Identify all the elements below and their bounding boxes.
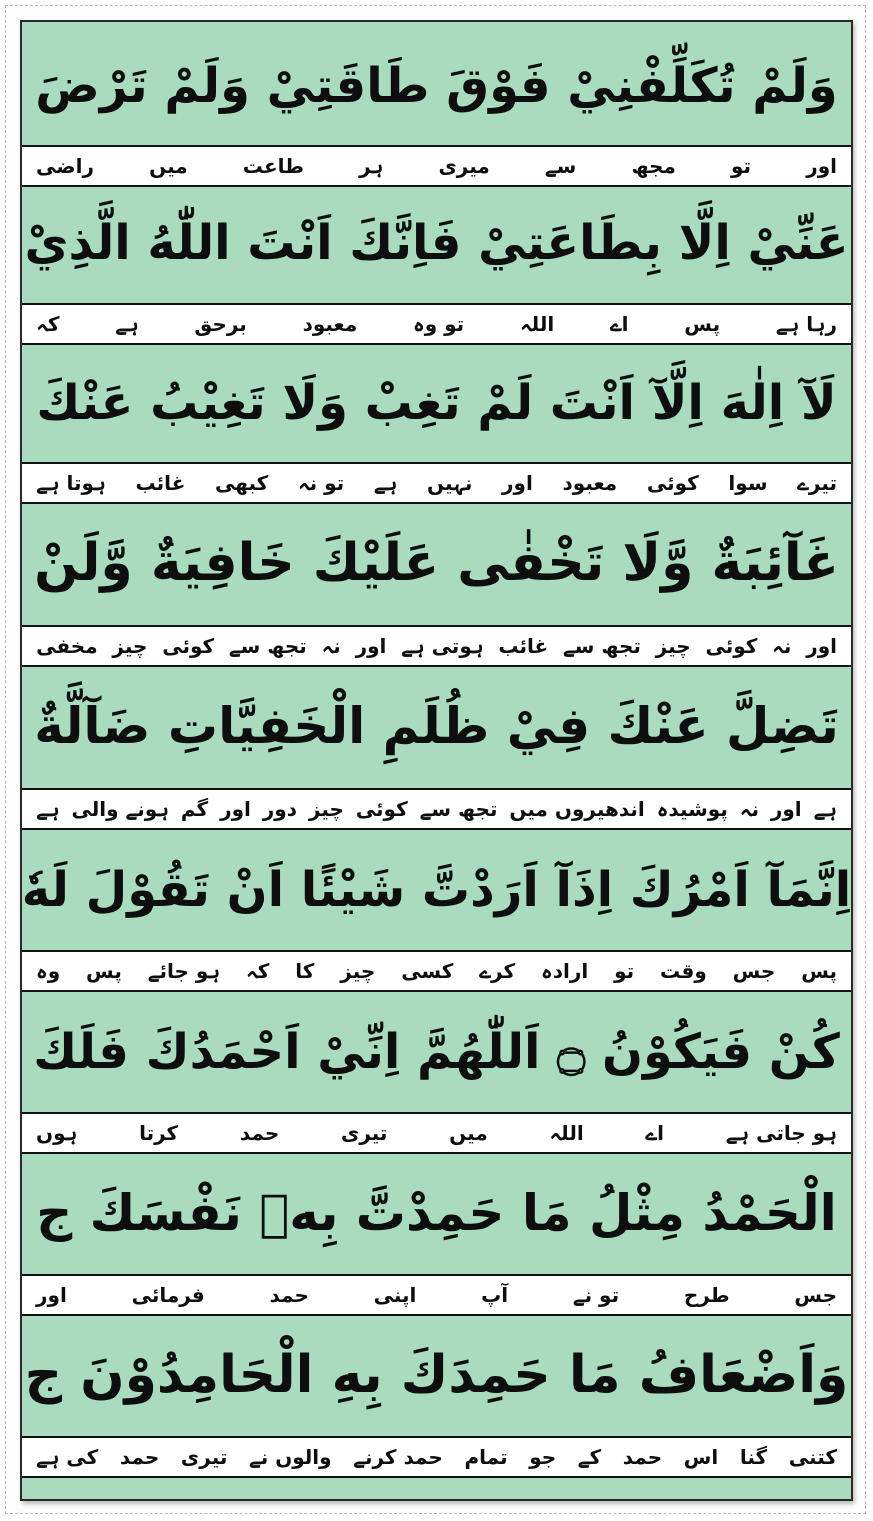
urdu-word: کسی [401, 959, 454, 983]
urdu-word: اس [683, 1445, 719, 1469]
urdu-word: والوں نے [249, 1445, 332, 1469]
urdu-word: معبود [302, 312, 358, 336]
urdu-word: پس [801, 959, 837, 983]
urdu-translation-8 [22, 1274, 851, 1316]
urdu-word: کے [577, 1445, 602, 1469]
urdu-word: رہا ہے [775, 312, 837, 336]
urdu-word: نہ [772, 634, 792, 658]
urdu-word: سوا [728, 471, 768, 495]
urdu-word: ہوں [36, 1121, 78, 1145]
urdu-word: تو نے [572, 1283, 620, 1307]
urdu-translation-4 [22, 625, 851, 667]
urdu-word: کتنی [788, 1445, 837, 1469]
urdu-word: اور [220, 797, 251, 821]
urdu-word: تو نہ [297, 471, 345, 495]
urdu-word: حمد [119, 1445, 160, 1469]
urdu-word: چیز [655, 634, 691, 658]
urdu-word: نہ [739, 797, 759, 821]
urdu-translation-1 [22, 145, 851, 187]
urdu-word: غائب [135, 471, 186, 495]
urdu-word: جس [794, 1283, 837, 1307]
urdu-word: مجھ [631, 154, 676, 178]
urdu-word: پس [684, 312, 721, 336]
arabic-line-3: لَآ اِلٰهَ اِلَّآ اَنْتَ لَمْ تَغِبْ وَلَا تَغِيْبُ عَنْكَ [36, 374, 837, 431]
urdu-word: اللہ [549, 1121, 584, 1145]
urdu-word: ہے [36, 797, 60, 821]
urdu-word: اے [645, 1121, 664, 1145]
urdu-word: میں [449, 1121, 488, 1145]
urdu-word: اے [609, 312, 629, 336]
urdu-word: کوئی [646, 471, 699, 495]
urdu-word: ہر [359, 154, 384, 178]
arabic-line-8: الْحَمْدُ مِثْلُ مَا حَمِدْتَّ بِهٖ نَفْسَكَ ج [36, 1184, 837, 1242]
urdu-word: وہ [36, 959, 61, 983]
urdu-word: کوئی [705, 634, 758, 658]
urdu-word: تجھ سے [228, 634, 307, 658]
urdu-word: اور [770, 797, 802, 821]
urdu-word: نہ [321, 634, 341, 658]
urdu-word: ہو جائے [147, 959, 221, 983]
urdu-word: طاعت [242, 154, 304, 178]
urdu-word: اپنی [373, 1283, 417, 1307]
urdu-word: فرمائی [131, 1283, 205, 1307]
urdu-word: اور [36, 1283, 67, 1307]
urdu-word: تمام [464, 1445, 508, 1469]
urdu-translation-6 [22, 950, 851, 992]
urdu-word: اور [806, 154, 837, 178]
urdu-translation-7 [22, 1112, 851, 1154]
urdu-word: ہوتا ہے [36, 471, 106, 495]
urdu-word: تجھ سے [419, 797, 498, 821]
urdu-word: چیز [308, 797, 344, 821]
urdu-word: حمد [622, 1445, 663, 1469]
arabic-line-5: تَضِلَّ عَنْكَ فِيْ ظُلَمِ الْخَفِيَّاتِ ضَآلَّةٌ [34, 697, 839, 755]
urdu-word: تجھ سے [563, 634, 641, 658]
prayer-page [20, 20, 853, 1501]
urdu-word: وقت [660, 959, 707, 983]
urdu-word: کرتا [139, 1121, 179, 1145]
urdu-word: اور [502, 471, 533, 495]
urdu-word: نہیں [426, 471, 473, 495]
urdu-translation-2 [22, 303, 851, 345]
urdu-word: تو [730, 154, 752, 178]
arabic-line-4: غَآئِبَةٌ وَّلَا تَخْفٰى عَلَيْكَ خَافِيَةٌ وَّلَنْ [34, 532, 839, 593]
urdu-word: ہے [813, 797, 837, 821]
urdu-word: سے [544, 154, 577, 178]
urdu-translation-9 [22, 1436, 851, 1478]
urdu-word: جس [732, 959, 776, 983]
urdu-word: جو [529, 1445, 557, 1469]
urdu-word: تو [614, 959, 635, 983]
urdu-word: دور [262, 797, 297, 821]
urdu-word: ارادہ [540, 959, 589, 983]
urdu-word: مخفی [36, 634, 98, 658]
urdu-translation-5 [22, 788, 851, 830]
arabic-line-7: كُنْ فَيَكُوْنُ ۝ اَللّٰهُمَّ اِنِّيْ اَحْمَدُكَ فَلَكَ [33, 1024, 840, 1080]
arabic-line-1: وَلَمْ تُكَلِّفْنِيْ فَوْقَ طَاقَتِيْ وَلَمْ تَرْضَ [35, 58, 838, 114]
urdu-word: کی ہے [36, 1445, 99, 1469]
urdu-word: گم [180, 797, 209, 821]
urdu-word: کہ [245, 959, 270, 983]
urdu-word: کہ [36, 312, 60, 336]
urdu-word: حمد [239, 1121, 280, 1145]
urdu-word: میں [149, 154, 188, 178]
urdu-word: ہو جاتی ہے [725, 1121, 837, 1145]
urdu-word: کا [295, 959, 315, 983]
urdu-word: تو وہ [413, 312, 465, 336]
urdu-word: حمد [269, 1283, 309, 1307]
urdu-word: ہے [115, 312, 139, 336]
urdu-word: ہونے والی [71, 797, 169, 821]
urdu-word: اور [806, 634, 837, 658]
urdu-word: تیرے [797, 471, 837, 495]
arabic-line-9: وَاَضْعَافُ مَا حَمِدَكَ بِهِ الْحَامِدُوْنَ ج [24, 1344, 849, 1405]
urdu-word: تیری [180, 1445, 228, 1469]
urdu-word: کبھی [215, 471, 269, 495]
arabic-line-2: عَنِّيْ اِلَّا بِطَاعَتِيْ فَاِنَّكَ اَنْتَ اللّٰهُ الَّذِيْ [24, 215, 849, 271]
urdu-word: گنا [739, 1445, 768, 1469]
urdu-word: ہے [373, 471, 398, 495]
urdu-word: راضی [36, 154, 94, 178]
urdu-word: ہوتی ہے [401, 634, 484, 658]
urdu-word: غائب [498, 634, 549, 658]
urdu-word: پوشیدہ [656, 797, 728, 821]
urdu-word: اور [355, 634, 387, 658]
urdu-word: چیز [112, 634, 148, 658]
urdu-word: حمد کرنے [353, 1445, 443, 1469]
urdu-word: معبود [562, 471, 618, 495]
urdu-translation-3 [22, 462, 851, 504]
urdu-word: برحق [194, 312, 247, 336]
urdu-word: کوئی [355, 797, 408, 821]
urdu-word: آپ [481, 1283, 509, 1307]
urdu-word: کوئی [162, 634, 215, 658]
urdu-word: میری [438, 154, 490, 178]
urdu-word: اللہ [519, 312, 555, 336]
urdu-word: طرح [683, 1283, 730, 1307]
urdu-word: تیری [341, 1121, 388, 1145]
urdu-word: پس [86, 959, 122, 983]
urdu-word: اندھیروں میں [509, 797, 645, 821]
urdu-word: چیز [340, 959, 376, 983]
urdu-word: کرے [479, 959, 516, 983]
arabic-line-6: اِنَّمَآ اَمْرُكَ اِذَآ اَرَدْتَّ شَيْئًا اَنْ تَقُوْلَ لَهٗ [21, 862, 852, 918]
